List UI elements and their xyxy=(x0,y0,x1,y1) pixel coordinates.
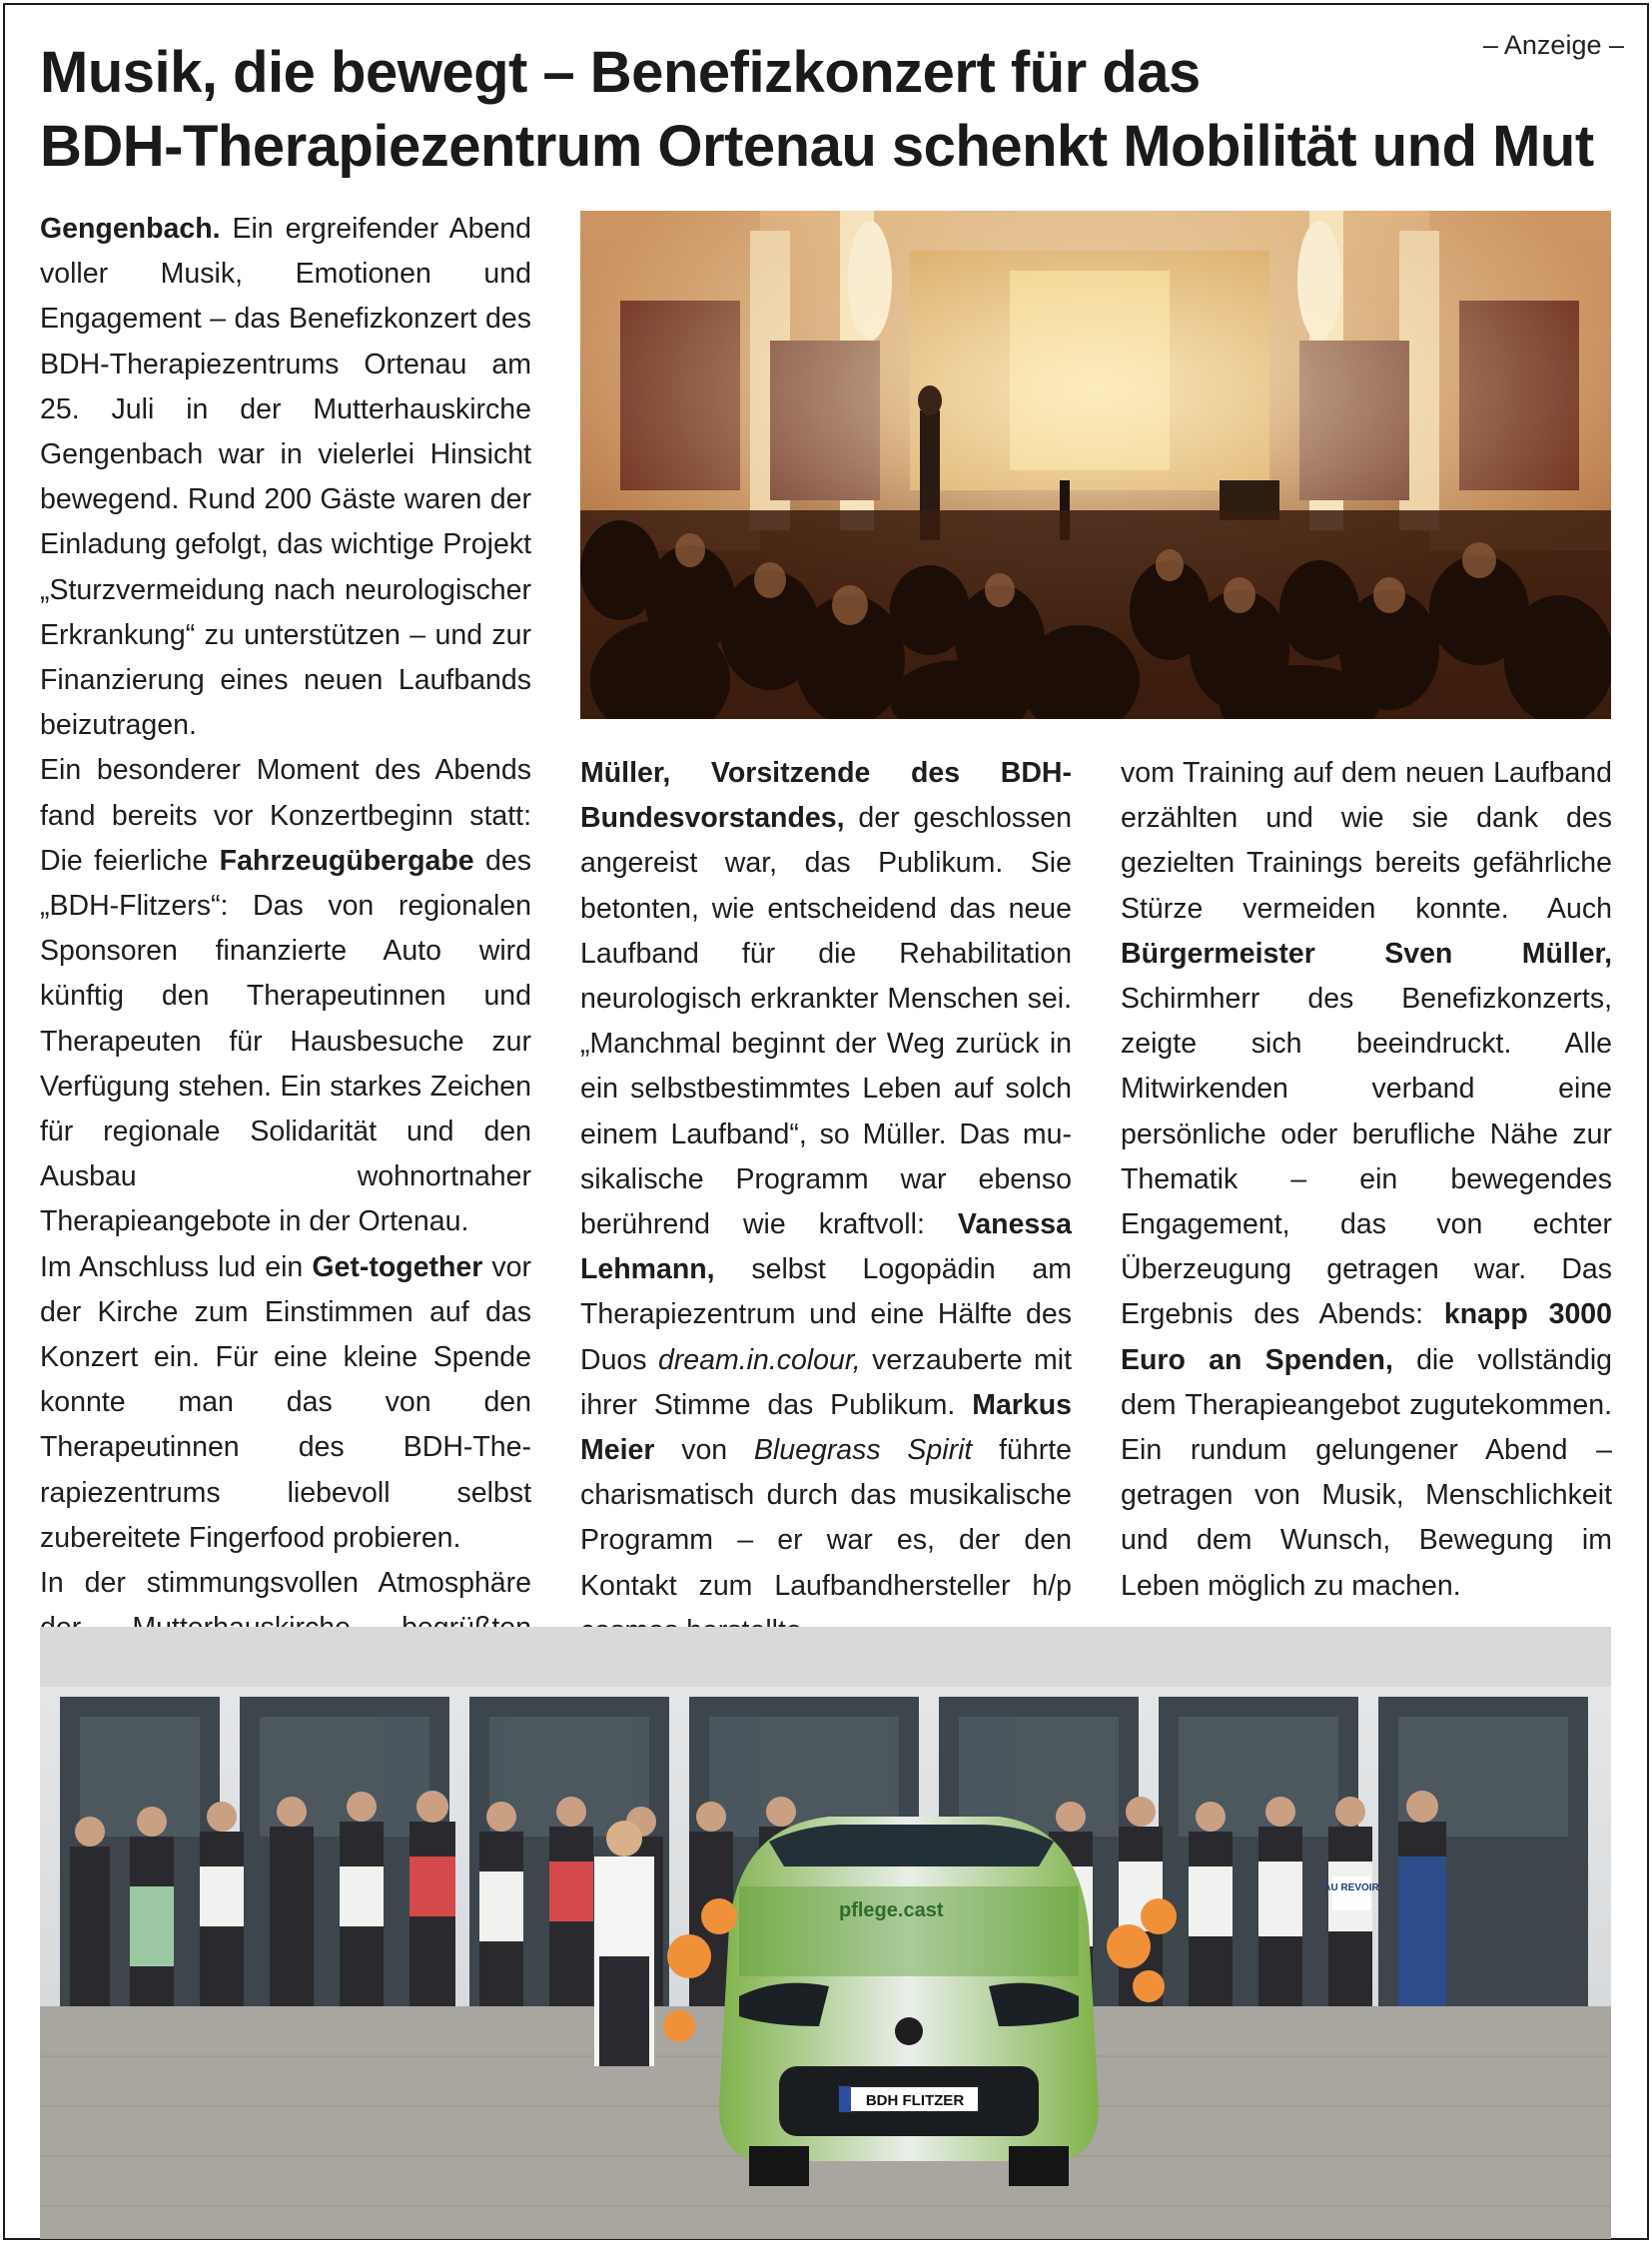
car-decal: pflege.cast xyxy=(839,1899,944,1921)
dateline: Gengenbach. xyxy=(40,213,221,245)
group-photo-illustration xyxy=(40,1627,1611,2239)
headline xyxy=(40,36,1598,184)
paragraph-get-together: Im Anschluss lud ein Get-together vor der Kirche zum Einstimmen auf das Konzert ein. Für eine kleine Spende konnte man das von den Therapeutinnen des BDH-Therapiezentrums liebevoll selbst zubereitete Fingerfood probieren. xyxy=(40,1250,532,1554)
paragraph-result: vom Training auf dem neuen Laufband erzählten und wie sie dank des gezielten Trainings bereits gefährliche Stürze vermeiden konnte. Auch Bürgermeister Sven Müller, Schirmherr des Benefizkonzerts, zeigte sich beeindruckt. Alle Mitwirkenden verband eine persönliche oder berufliche Nähe zur Thematik – ein bewegendes Engagement, das von echter Überzeugung getragen war. Das Ergebnis des Abends: knapp 3000 Euro an Spenden, die vollständig dem Therapieangebot zugutekommen. Ein rundum gelungener Abend – getragen von Musik, Menschlichkeit und dem Wunsch, Bewegung im Leben möglich zu machen. xyxy=(1121,757,1612,1602)
paragraph-speeches: Müller, Vorsitzende des BDH-Bundesvorstandes, der geschlossen angereist war, das Publikum. Sie betonten, wie entscheidend das neue Laufband für die Rehabilitation neurologisch erkrankter Menschen sei. „Manchmal beginnt der Weg zurück in ein selbstbestimmtes Leben auf solch einem Laufband“, so Müller. Das musikalische Programm war ebenso berührend wie kraftvoll: Vanessa Lehmann, selbst Logopädin am Therapiezentrum und eine Hälfte des Duos dream.in.colour, verzauberte mit ihrer Stimme das Publikum. Markus Meier von Bluegrass Spirit führte charismatisch durch das musikalische Programm – er war es, der den Kontakt zum Laufbandhersteller h/p xyxy=(580,757,1072,1602)
article-column-3 xyxy=(1121,751,1612,1744)
license-plate: BDH FLITZER xyxy=(865,2092,965,2109)
concert-photo-illustration xyxy=(580,211,1611,719)
ad-label: – Anzeige – xyxy=(1482,30,1624,60)
car-illustration xyxy=(719,1817,1099,2186)
shirt-text: AU REVOIR xyxy=(1323,1882,1379,1893)
group-photo xyxy=(40,1627,1611,2239)
paragraph-vehicle-handover: Ein besonderer Moment des Abends fand bereits vor Konzertbeginn statt: Die feierliche Fahrzeugübergabe des „BDH-Flitzers“: Das von regionalen Sponsoren finanzierte Auto wird künftig den Therapeutinnen und Therapeuten für Hausbesuche zur Verfügung stehen. Ein starkes Zeichen für regionale Solidarität und den Ausbau wohnortnaher Therapieangebote in der Ortenau. xyxy=(40,754,531,1238)
headline-line-2: BDH-Therapiezentrum Ortenau schenkt Mobilität und Mut xyxy=(40,114,1594,179)
concert-photo xyxy=(580,211,1611,719)
paragraph-welcome: In der stimmungsvollen Atmosphäre xyxy=(40,1567,531,1600)
article-column-1 xyxy=(40,207,531,1787)
paragraph-intro: Gengenbach. Ein ergreifender Abend voller Musik, Emotionen und Engagement – das Benefizkonzert des BDH-Therapiezentrums Ortenau am 25. Juli in der Mutterhauskirche Gengenbach war in vielerlei Hinsicht bewegend. Rund 200 Gäste waren der Einladung gefolgt, das wichtige Projekt „Sturzvermeidung nach neurologischer Erkrankung“ zu unterstützen – und zur Finanzierung eines neuen Laufbands beizutragen. xyxy=(40,213,531,742)
headline-line-1: Musik, die bewegt – Benefizkonzert für das xyxy=(40,40,1201,105)
